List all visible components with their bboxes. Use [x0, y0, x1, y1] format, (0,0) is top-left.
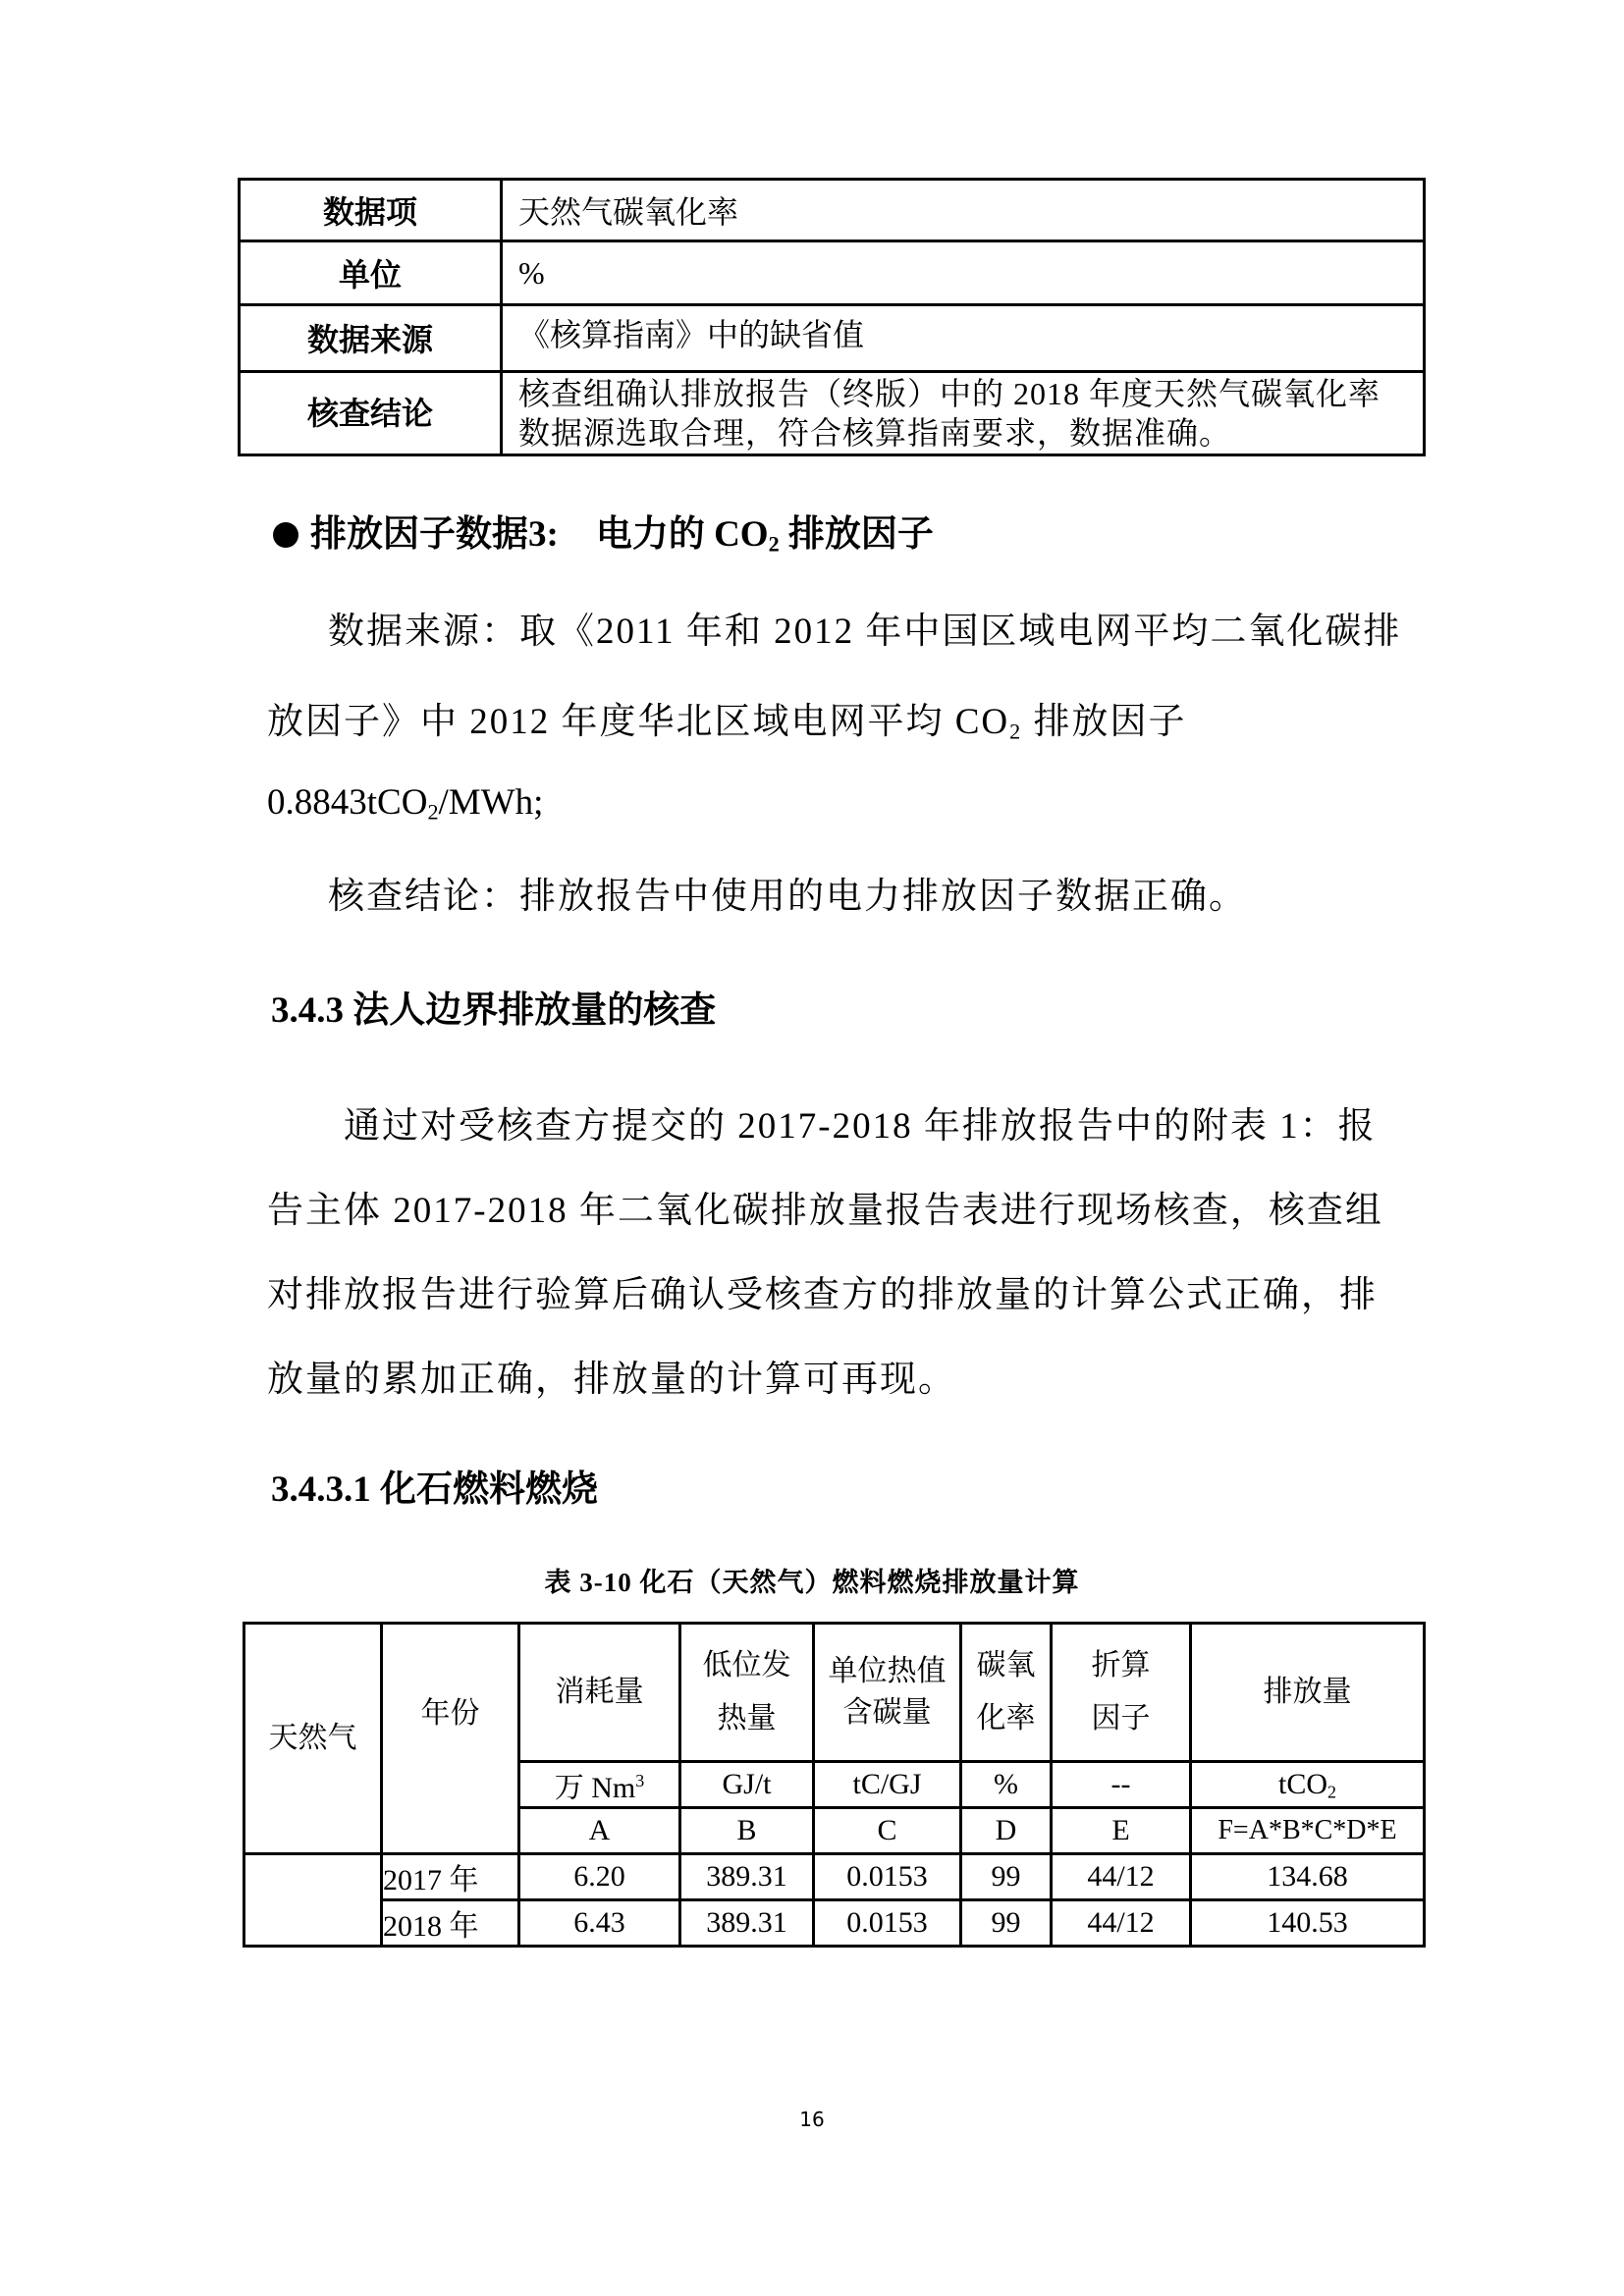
- factor3-source-line: [267, 691, 1187, 744]
- letter-cell: D: [961, 1808, 1052, 1854]
- fuel-spacer: [244, 1854, 382, 1947]
- letter-cell: A: [519, 1808, 680, 1854]
- conclusion-line: 核查组确认排放报告（终版）中的 2018 年度天然气碳氧化率: [518, 376, 1381, 411]
- paragraph-line: 对排放报告进行验算后确认受核查方的排放量的计算公式正确，排: [267, 1275, 1378, 1315]
- row-key: 数据项: [240, 180, 502, 241]
- unit-cell: %: [961, 1762, 1052, 1808]
- page-number: 16: [799, 2108, 825, 2131]
- data-cell: 99: [961, 1900, 1052, 1947]
- data-cell: 6.43: [519, 1900, 680, 1947]
- column-header: [1052, 1624, 1191, 1762]
- data-cell: 140.53: [1191, 1900, 1425, 1947]
- section-heading: 3.4.3 法人边界排放量的核查: [271, 990, 717, 1031]
- letter-cell: E: [1052, 1808, 1191, 1854]
- factor3-conclusion: 核查结论：排放报告中使用的电力排放因子数据正确。: [328, 877, 1247, 917]
- column-header: [961, 1624, 1052, 1762]
- table-row: [240, 241, 1425, 305]
- row-value: 《核算指南》中的缺省值: [502, 305, 1425, 372]
- factor3-heading-suffix: 排放因子: [779, 514, 934, 555]
- row-key: 核查结论: [240, 372, 502, 455]
- paragraph-line: 放量的累加正确，排放量的计算可再现。: [267, 1360, 956, 1400]
- data-cell: 134.68: [1191, 1854, 1425, 1900]
- table-row: [240, 305, 1425, 372]
- table-caption: 表 3-10 化石（天然气）燃料燃烧排放量计算: [544, 1568, 1080, 1597]
- header-line: 碳氧: [976, 1649, 1036, 1682]
- column-header: [1191, 1624, 1425, 1762]
- row-value: [502, 372, 1425, 455]
- data-cell: 389.31: [680, 1900, 814, 1947]
- paragraph-line: 告主体 2017-2018 年二氧化碳排放量报告表进行现场核查，核查组: [267, 1191, 1383, 1231]
- header-line: 排放量: [1263, 1676, 1352, 1708]
- header-row: [244, 1624, 1425, 1762]
- header-line: 含碳量: [842, 1696, 932, 1729]
- year-header: 年份: [382, 1624, 519, 1854]
- factor3-heading-main: 电力的 CO: [595, 514, 769, 555]
- unit-cell: tC/GJ: [814, 1762, 961, 1808]
- header-line: 低位发: [702, 1649, 791, 1682]
- table-row: [244, 1900, 1425, 1947]
- header-line: 化率: [976, 1702, 1036, 1735]
- factor3-source-line: 数据来源：取《2011 年和 2012 年中国区域电网平均二氧化碳排: [328, 612, 1402, 652]
- data-cell: 6.20: [519, 1854, 680, 1900]
- unit-cell: [1191, 1762, 1425, 1808]
- letter-cell: B: [680, 1808, 814, 1854]
- factor3-heading: [273, 504, 934, 557]
- unit-cell: --: [1052, 1762, 1191, 1808]
- text: tCO: [1277, 1768, 1327, 1800]
- carbon-oxidation-table: [238, 178, 1426, 456]
- row-key: 单位: [240, 241, 502, 305]
- data-cell: 0.0153: [814, 1854, 961, 1900]
- data-cell: 99: [961, 1854, 1052, 1900]
- header-line: 热量: [717, 1702, 777, 1735]
- emission-calculation-table: [243, 1622, 1426, 1948]
- paragraph-line: 通过对受核查方提交的 2017-2018 年排放报告中的附表 1：报: [344, 1106, 1377, 1147]
- bullet-icon: [273, 522, 298, 548]
- header-line: 因子: [1091, 1702, 1151, 1735]
- subsection-heading: 3.4.3.1 化石燃料燃烧: [271, 1469, 598, 1510]
- column-header: [519, 1624, 680, 1762]
- data-cell: 0.0153: [814, 1900, 961, 1947]
- letter-cell: F=A*B*C*D*E: [1191, 1808, 1425, 1854]
- data-cell: 389.31: [680, 1854, 814, 1900]
- year-cell: 2017 年: [382, 1854, 519, 1900]
- text: 排放因子: [1022, 702, 1187, 742]
- superscript: 3: [635, 1771, 645, 1791]
- table-row: [240, 180, 1425, 241]
- year-cell: 2018 年: [382, 1900, 519, 1947]
- subscript: 2: [427, 799, 439, 825]
- header-line: 单位热值: [828, 1655, 947, 1687]
- subscript: 2: [1009, 719, 1023, 744]
- data-cell: 44/12: [1052, 1854, 1191, 1900]
- factor3-heading-prefix: 排放因子数据3:: [310, 514, 559, 555]
- subscript: 2: [1327, 1782, 1336, 1802]
- data-cell: 44/12: [1052, 1900, 1191, 1947]
- text: 放因子》中 2012 年度华北区域电网平均 CO: [267, 702, 1010, 742]
- letter-cell: C: [814, 1808, 961, 1854]
- fuel-cell: 天然气: [244, 1624, 382, 1854]
- row-value: 天然气碳氧化率: [502, 180, 1425, 241]
- unit-cell: [519, 1762, 680, 1808]
- table-row: [244, 1854, 1425, 1900]
- subscript: 2: [768, 531, 780, 557]
- table-row: [240, 372, 1425, 455]
- unit-cell: GJ/t: [680, 1762, 814, 1808]
- header-line: 折算: [1091, 1649, 1151, 1682]
- text: 万 Nm: [554, 1772, 636, 1804]
- factor3-source-line: [267, 781, 543, 824]
- header-line: 消耗量: [555, 1676, 644, 1708]
- row-value: %: [502, 241, 1425, 305]
- column-header: [680, 1624, 814, 1762]
- text: /MWh;: [438, 782, 544, 823]
- conclusion-line: 数据源选取合理，符合核算指南要求，数据准确。: [518, 415, 1232, 451]
- text: 0.8843tCO: [267, 782, 428, 823]
- column-header: [814, 1624, 961, 1762]
- row-key: 数据来源: [240, 305, 502, 372]
